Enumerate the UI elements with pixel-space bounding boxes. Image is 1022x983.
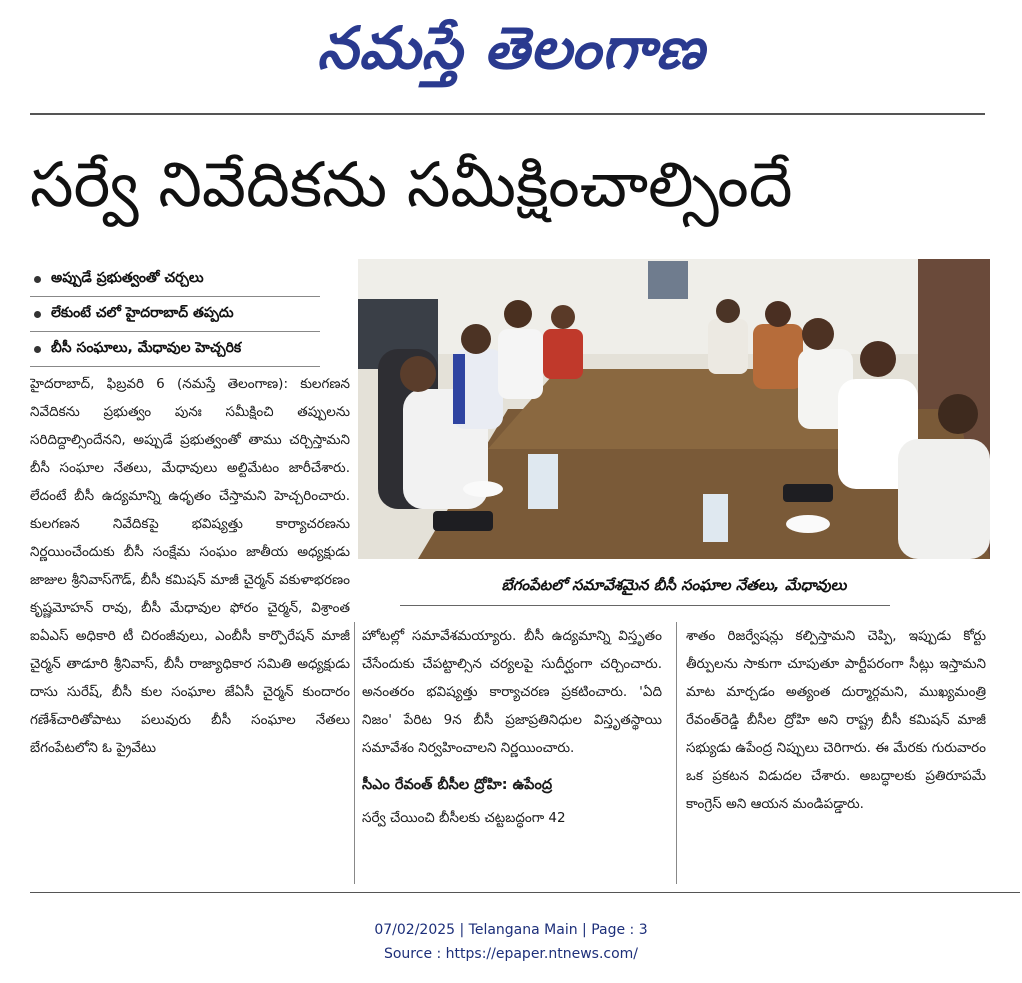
article-subhead: సీఎం రేవంత్ బీసీల ద్రోహి: ఉపేంద్ర — [362, 777, 553, 793]
bullet-item — [30, 262, 320, 297]
column-2-text: హోటల్లో సమావేశమయ్యారు. బీసీ ఉద్యమాన్ని విస్తృతం చేసేందుకు చేపట్టాల్సిన చర్యలపై సుదీర్ఘంగా చర్చించారు. అనంతరం భవిష్యత్తు కార్యాచరణ ప్రకటించారు. 'ఏది నిజం' పేరిట 9న బీసీ ప్రజాప్రతినిధుల విస్తృతస్థాయి సమావేశం నిర్వహించాలని నిర్ణయించారు. — [362, 628, 662, 756]
footer-source-line: Source : https://epaper.ntnews.com/ — [383, 946, 639, 962]
column-divider — [354, 622, 355, 884]
bullet-list — [30, 262, 320, 367]
column-2-continuation: సర్వే చేయించి బీసీలకు చట్టబద్ధంగా 42 — [362, 810, 566, 826]
article-column-3 — [686, 622, 986, 884]
bullet-dot-icon — [34, 311, 41, 318]
column-divider — [676, 622, 677, 884]
footer — [0, 918, 1022, 966]
column-3-text: శాతం రిజర్వేషన్లు కల్పిస్తామని చెప్పి, ఇప్పుడు కోర్టు తీర్పులను సాకుగా చూపుతూ పార్టీపరంగా సీట్లు ఇస్తామని మాట మార్చడం అత్యంత దుర్మార్గమని, ముఖ్యమంత్రి రేవంత్‌రెడ్డి బీసీల ద్రోహి అని రాష్ట్ర బీసీ కమిషన్ మాజీ సభ్యుడు ఉపేంద్ర నిప్పులు చెరిగారు. ఈ మేరకు గురువారం ఒక ప్రకటన విడుదల చేశారు. అబద్ధాలకు ప్రతిరూపమే కాంగ్రెస్ అని ఆయన మండిపడ్డారు. — [686, 628, 986, 812]
caption-rule — [400, 605, 890, 606]
photo-caption: బేగంపేటలో సమావేశమైన బీసీ సంఘాల నేతలు, మేధావులు — [501, 576, 847, 594]
article-column-2 — [362, 622, 662, 884]
bullet-item — [30, 332, 320, 367]
bullet-dot-icon — [34, 276, 41, 283]
article-column-1 — [30, 370, 350, 880]
bullet-dot-icon — [34, 346, 41, 353]
bullet-text: బీసీ సంఘాలు, మేధావుల హెచ్చరిక — [51, 339, 242, 356]
bullet-text: లేకుంటే చలో హైదరాబాద్ తప్పదు — [51, 304, 234, 321]
top-rule — [30, 113, 985, 115]
bullet-item — [30, 297, 320, 332]
footer-edition-line: 07/02/2025 | Telangana Main | Page : 3 — [374, 922, 648, 938]
bullet-text: అప్పుడే ప్రభుత్వంతో చర్చలు — [51, 269, 204, 286]
meeting-photo — [358, 259, 990, 559]
masthead-logo: నమస్తే తెలంగాణ — [317, 14, 705, 82]
bottom-rule — [30, 892, 1020, 893]
column-1-text: హైదరాబాద్, ఫిబ్రవరి 6 (నమస్తే తెలంగాణ): కులగణన నివేదికను ప్రభుత్వం పునః సమీక్షించి తప్పులను సరిదిద్దాల్సిందేనని, అప్పుడే ప్రభుత్వంతో తాము చర్చిస్తామని బీసీ సంఘాల నేతలు, మేధావులు అల్టిమేటం జారీచేశారు. లేదంటే బీసీ ఉద్యమాన్ని ఉధృతం చేస్తామని హెచ్చరించారు. కులగణన నివేదికపై భవిష్యత్తు కార్యాచరణను నిర్ణయించేందుకు బీసీ సంక్షేమ సంఘం జాతీయ అధ్యక్షుడు జాజుల శ్రీనివాస్‌గౌడ్, బీసీ కమిషన్ మాజీ చైర్మన్ వకుళాభరణం కృష్ణమోహన్ రావు, బీసీ మేధావుల ఫోరం చైర్మన్, విశ్రాంత ఐఏఎస్ అధికారి టీ చిరంజీవులు, ఎంబీసీ కార్పొరేషన్ మాజీ చైర్మన్ తాడూరి శ్రీనివాస్, బీసీ రాజ్యాధికార సమితి అధ్యక్షుడు దాసు సురేష్, బీసీ కుల సంఘాల జేఏసీ చైర్మన్ కుందారం గణేశ్‌చారితోపాటు పలువురు బీసీ సంఘాల నేతలు బేగంపేటలోని ఓ ప్రైవేటు — [30, 376, 350, 756]
headline: సర్వే నివేదికను సమీక్షించాల్సిందే — [30, 148, 793, 221]
masthead — [0, 8, 1022, 88]
